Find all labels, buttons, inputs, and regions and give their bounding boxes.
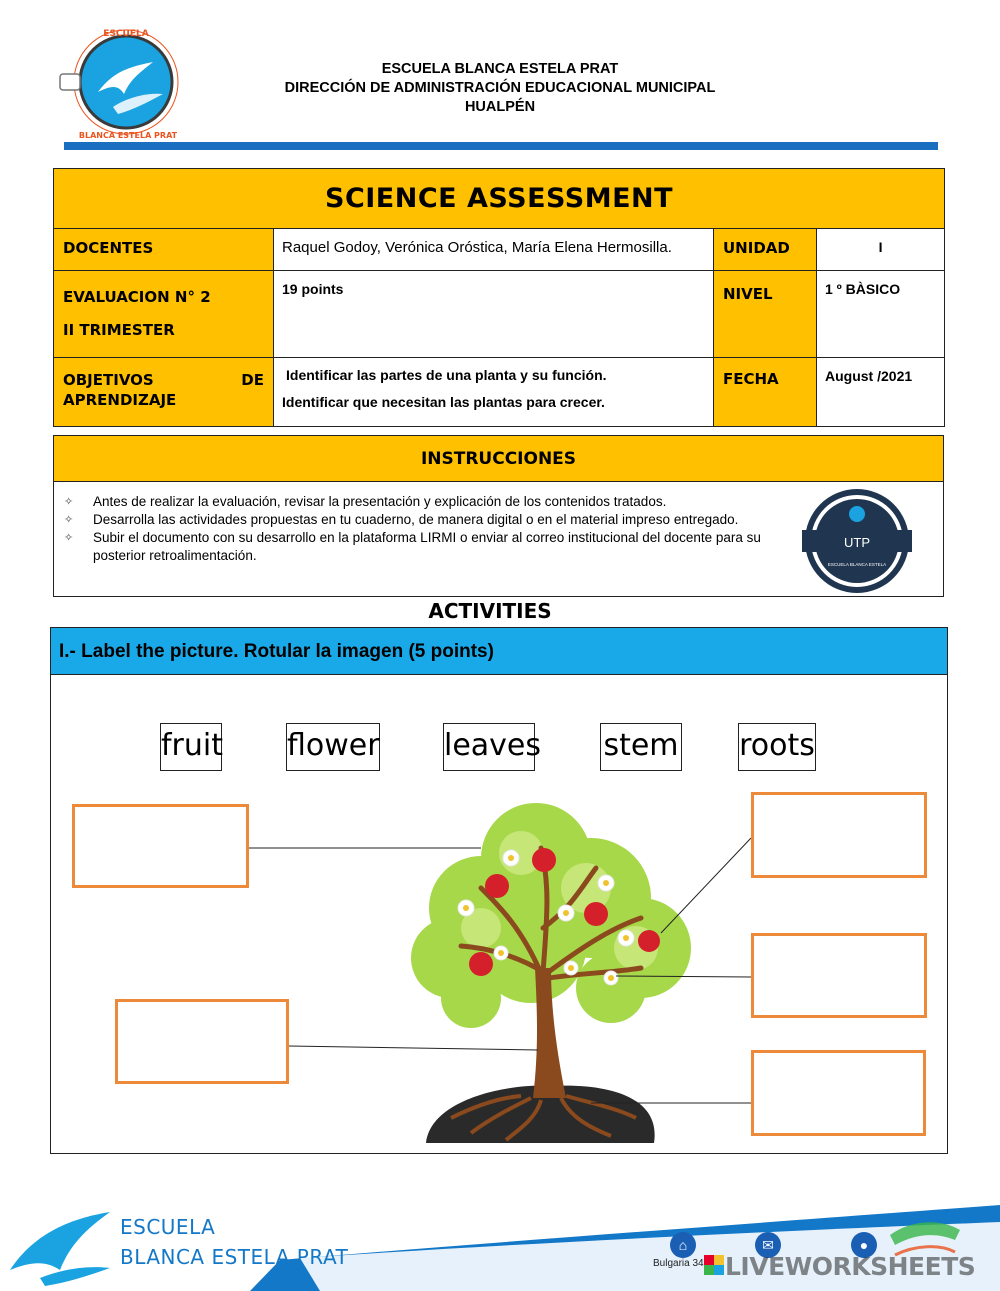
assessment-table bbox=[53, 168, 945, 427]
school-name: ESCUELA BLANCA ESTELA PRAT bbox=[381, 61, 619, 77]
evaluacion-label: EVALUACION N° 2 bbox=[63, 288, 211, 306]
trimester-label: II TRIMESTER bbox=[63, 321, 175, 339]
liveworksheets-watermark: LIVEWORKSHEETS bbox=[725, 1252, 976, 1281]
label-box-roots-right[interactable] bbox=[751, 1050, 926, 1136]
diamond-bullet-icon: ✧ bbox=[64, 532, 74, 544]
activity-section-1 bbox=[50, 627, 948, 1154]
evaluacion-cell bbox=[54, 271, 274, 358]
instructions-title: INSTRUCCIONES bbox=[54, 436, 943, 482]
footer-contact: Bulgaria 34 bbox=[653, 1258, 704, 1269]
instruction-text: Antes de realizar la evaluación, revisar la presentación y explicación de los contenidos tratados. bbox=[93, 494, 667, 509]
instructions-list bbox=[64, 493, 764, 565]
word-roots[interactable]: roots bbox=[738, 723, 816, 771]
diamond-bullet-icon: ✧ bbox=[64, 496, 74, 508]
home-icon[interactable]: ⌂ bbox=[670, 1232, 696, 1258]
objetivos-label: OBJETIVOS bbox=[63, 371, 154, 389]
instruction-text: Subir el documento con su desarrollo en la plataforma LIRMI o enviar al correo institucional del docente para su posterior retroalimentación. bbox=[93, 530, 761, 563]
list-item bbox=[64, 493, 764, 511]
activities-heading: ACTIVITIES bbox=[428, 599, 552, 623]
objetivo-1: Identificar las partes de una planta y su función. bbox=[286, 367, 607, 383]
diamond-bullet-icon: ✧ bbox=[64, 514, 74, 526]
objetivo-2: Identificar que necesitan las plantas para crecer. bbox=[282, 394, 605, 410]
instructions-box bbox=[53, 435, 944, 597]
instruction-text: Desarrolla las actividades propuestas en tu cuaderno, de manera digital o en el material impreso entregado. bbox=[93, 512, 739, 527]
dove-logo-icon bbox=[10, 1212, 110, 1270]
fecha-label: FECHA bbox=[714, 358, 817, 427]
footer-school-line-2: BLANCA ESTELA PRAT bbox=[120, 1245, 349, 1269]
list-item bbox=[64, 511, 764, 529]
fecha-value: August /2021 bbox=[817, 358, 945, 427]
logo-text-bottom: BLANCA ESTELA PRAT bbox=[78, 131, 178, 140]
nivel-value: 1 º BÀSICO bbox=[817, 271, 945, 358]
objetivos-values bbox=[274, 358, 714, 427]
list-item bbox=[64, 529, 764, 565]
direction-name: DIRECCIÓN DE ADMINISTRACIÓN EDUCACIONAL MUNICIPAL bbox=[284, 80, 716, 96]
points-value: 19 points bbox=[274, 271, 714, 358]
unidad-label: UNIDAD bbox=[714, 229, 817, 271]
objetivos-de-label: DE bbox=[241, 371, 264, 389]
label-box-fruit-right[interactable] bbox=[751, 792, 927, 878]
unidad-value: I bbox=[817, 229, 945, 271]
nivel-label: NIVEL bbox=[714, 271, 817, 358]
word-flower[interactable]: flower bbox=[286, 723, 380, 771]
utp-caption: ESCUELA BLANCA ESTELA bbox=[827, 562, 887, 567]
docentes-label: DOCENTES bbox=[54, 229, 274, 271]
activity-title: I.- Label the picture. Rotular la imagen (5 points) bbox=[51, 628, 947, 675]
school-header bbox=[200, 60, 800, 117]
mail-icon[interactable]: ✉ bbox=[755, 1232, 781, 1258]
word-stem[interactable]: stem bbox=[600, 723, 682, 771]
user-icon[interactable]: ● bbox=[851, 1232, 877, 1258]
word-leaves[interactable]: leaves bbox=[443, 723, 535, 771]
label-box-stem-left[interactable] bbox=[115, 999, 289, 1084]
footer-school-line-1: ESCUELA bbox=[120, 1215, 216, 1239]
docentes-value: Raquel Godoy, Verónica Oróstica, María Elena Hermosilla. bbox=[274, 229, 714, 271]
objetivos-cell bbox=[54, 358, 274, 427]
logo-text-top: ESCUELA bbox=[103, 29, 149, 39]
utp-badge bbox=[802, 486, 912, 596]
assessment-title: SCIENCE ASSESSMENT bbox=[54, 169, 945, 229]
word-fruit[interactable]: fruit bbox=[160, 723, 222, 771]
utp-text: UTP bbox=[844, 535, 870, 550]
school-logo bbox=[58, 22, 184, 142]
header-divider bbox=[64, 142, 938, 150]
footer-school-name bbox=[120, 1212, 348, 1272]
label-box-flower-left[interactable] bbox=[72, 804, 249, 888]
city-name: HUALPÉN bbox=[464, 99, 536, 115]
aprendizaje-label: APRENDIZAJE bbox=[63, 391, 177, 409]
label-box-leaves-right[interactable] bbox=[751, 933, 927, 1018]
